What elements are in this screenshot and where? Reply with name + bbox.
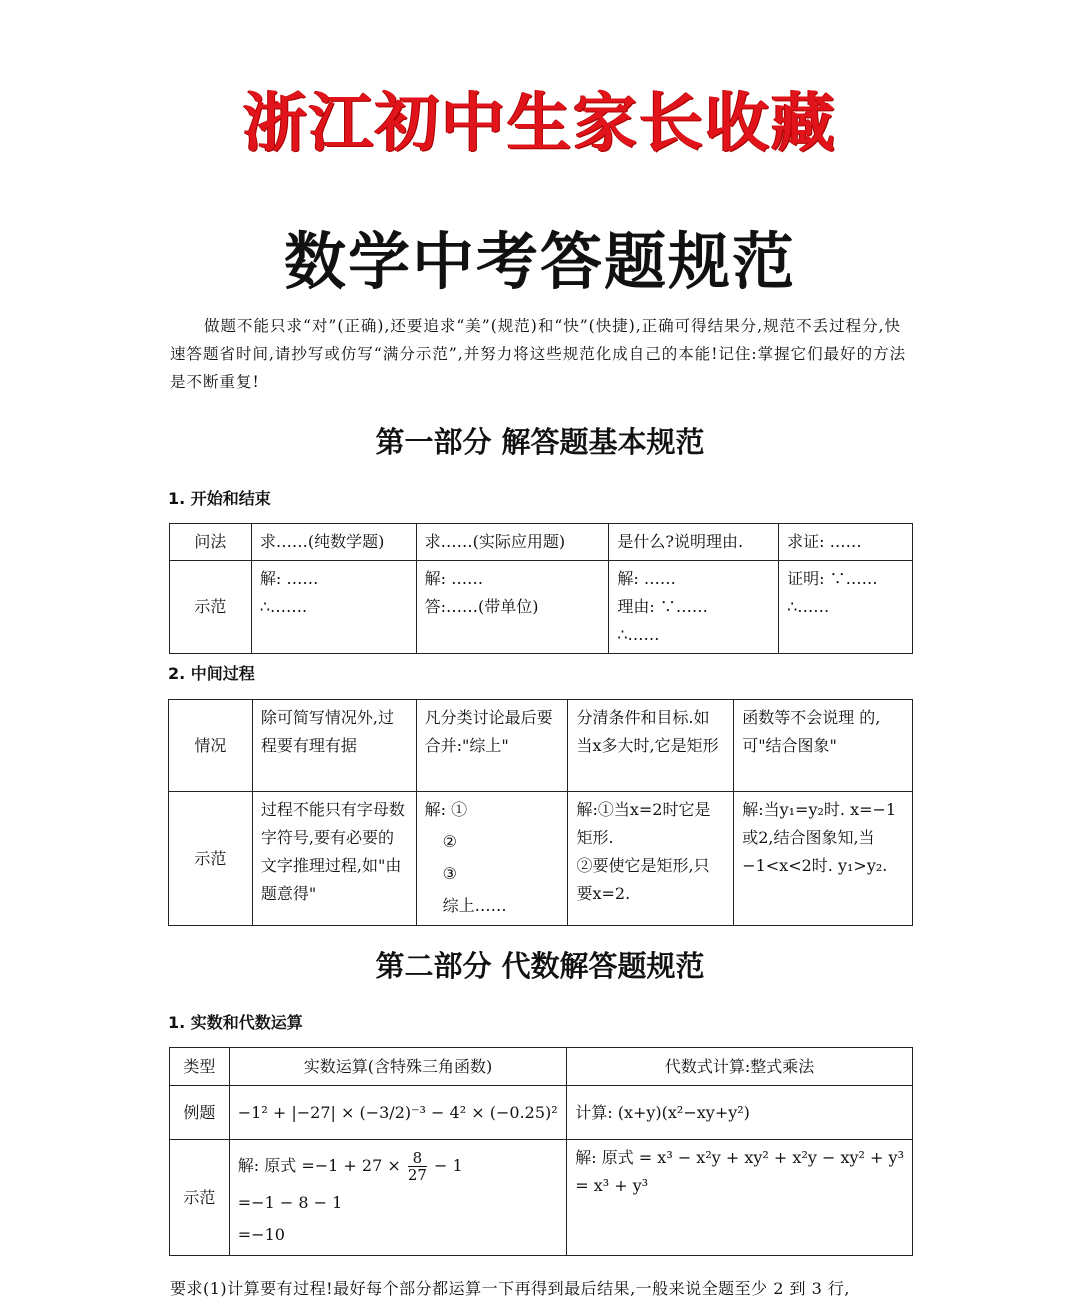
situation-cell: 除可简写情况外,过程要有理有据	[252, 700, 416, 792]
example-cell	[416, 792, 568, 926]
demo-line-suffix: − 1	[434, 1156, 463, 1175]
example-real-formula: −1² + |−27| × (−3/2)⁻³ − 4² × (−0.25)²	[237, 1102, 558, 1122]
situation-cell: 分清条件和目标.如当x多大时,它是矩形	[568, 700, 734, 792]
part2-heading: 第二部分 代数解答题规范	[375, 949, 705, 983]
example-line: 证明: ∵……	[787, 569, 878, 588]
situation-cell: 函数等不会说理 的,可"结合图象"	[734, 700, 913, 792]
intro-paragraph: 做题不能只求“对”(正确),还要追求“美”(规范)和“快”(快捷),正确可得结果分,规范不丢过程分,快速答题省时间,请抄写或仿写“满分示范”,并努力将这些规范化成自己的本能!记住:掌握它们最好的方法是不断重复!	[170, 317, 907, 391]
example-line: 解: ……	[424, 569, 484, 588]
example-line: 解: ……	[617, 569, 676, 588]
example-cell: 解:当y₁=y₂时. x=−1或2,结合图象知,当 −1<x<2时. y₁>y₂.	[734, 792, 913, 926]
part1-sec2-heading: 2. 中间过程	[168, 664, 255, 683]
example-line: 理由: ∵……	[617, 597, 708, 616]
fraction-denominator: 27	[407, 1166, 427, 1184]
example-line: ∴…….	[259, 597, 308, 616]
part2-sec1-heading: 1. 实数和代数运算	[168, 1013, 303, 1032]
row-label-example: 示范	[170, 561, 252, 654]
row-label-example: 示范	[170, 1140, 230, 1256]
question-cell: 求证: ……	[779, 524, 913, 561]
col-header: 类型	[170, 1048, 230, 1086]
arithmetic-table	[169, 1047, 913, 1256]
example-line: 解: ①	[424, 800, 468, 819]
demo-line: =−10	[237, 1225, 285, 1244]
example-line: ②	[442, 832, 457, 851]
example-line: ∴……	[617, 625, 660, 644]
row-label-situation: 情况	[169, 700, 253, 792]
example-line: ③	[442, 864, 457, 883]
page-title-main: 数学中考答题规范	[283, 225, 796, 298]
part1-sec1-heading: 1. 开始和结束	[168, 489, 271, 508]
demo-alg-cell	[567, 1140, 913, 1256]
demo-line: =−1 − 8 − 1	[237, 1193, 343, 1212]
page-title-red: 浙江初中生家长收藏	[243, 87, 837, 161]
question-cell: 是什么?说明理由.	[609, 524, 779, 561]
example-cell	[779, 561, 913, 654]
example-line: ②要使它是矩形,只要x=2.	[576, 856, 710, 903]
example-line: 综上……	[442, 896, 507, 915]
example-line: 解: ……	[259, 569, 319, 588]
demo-line: = x³ + y³	[575, 1176, 649, 1195]
question-cell: 求……(纯数学题)	[251, 524, 416, 561]
situation-cell: 凡分类讨论最后要合并:"综上"	[416, 700, 568, 792]
row-label-problem: 例题	[170, 1086, 230, 1140]
example-line: 答:……(带单位)	[424, 597, 539, 616]
example-real-cell	[229, 1086, 566, 1140]
example-cell	[609, 561, 779, 654]
process-table	[168, 699, 913, 926]
example-cell: 过程不能只有字母数字符号,要有必要的文字推理过程,如"由题意得"	[252, 792, 416, 926]
start-end-table	[169, 523, 913, 654]
demo-line: 解: 原式 = x³ − x²y + xy² + x²y − xy² + y³	[575, 1148, 904, 1167]
col-header: 实数运算(含特殊三角函数)	[229, 1048, 566, 1086]
row-label-question: 问法	[170, 524, 252, 561]
fraction-numerator: 8	[408, 1150, 427, 1167]
fraction	[408, 1150, 427, 1183]
example-cell	[568, 792, 734, 926]
demo-line-prefix: 解: 原式 =−1 + 27 ×	[237, 1156, 401, 1175]
example-cell	[251, 561, 416, 654]
example-line: 解:①当x=2时它是矩形.	[576, 800, 711, 847]
example-line: ∴……	[787, 597, 830, 616]
col-header: 代数式计算:整式乘法	[567, 1048, 913, 1086]
example-cell	[416, 561, 609, 654]
requirement-text: 要求(1)计算要有过程!最好每个部分都运算一下再得到最后结果,一般来说全题至少 2 到 3 行,	[170, 1279, 850, 1298]
question-cell: 求……(实际应用题)	[416, 524, 609, 561]
part1-heading: 第一部分 解答题基本规范	[375, 425, 705, 459]
example-alg-cell: 计算: (x+y)(x²−xy+y²)	[567, 1086, 913, 1140]
demo-line	[238, 1150, 558, 1183]
row-label-example: 示范	[169, 792, 253, 926]
demo-real-cell	[229, 1140, 566, 1256]
